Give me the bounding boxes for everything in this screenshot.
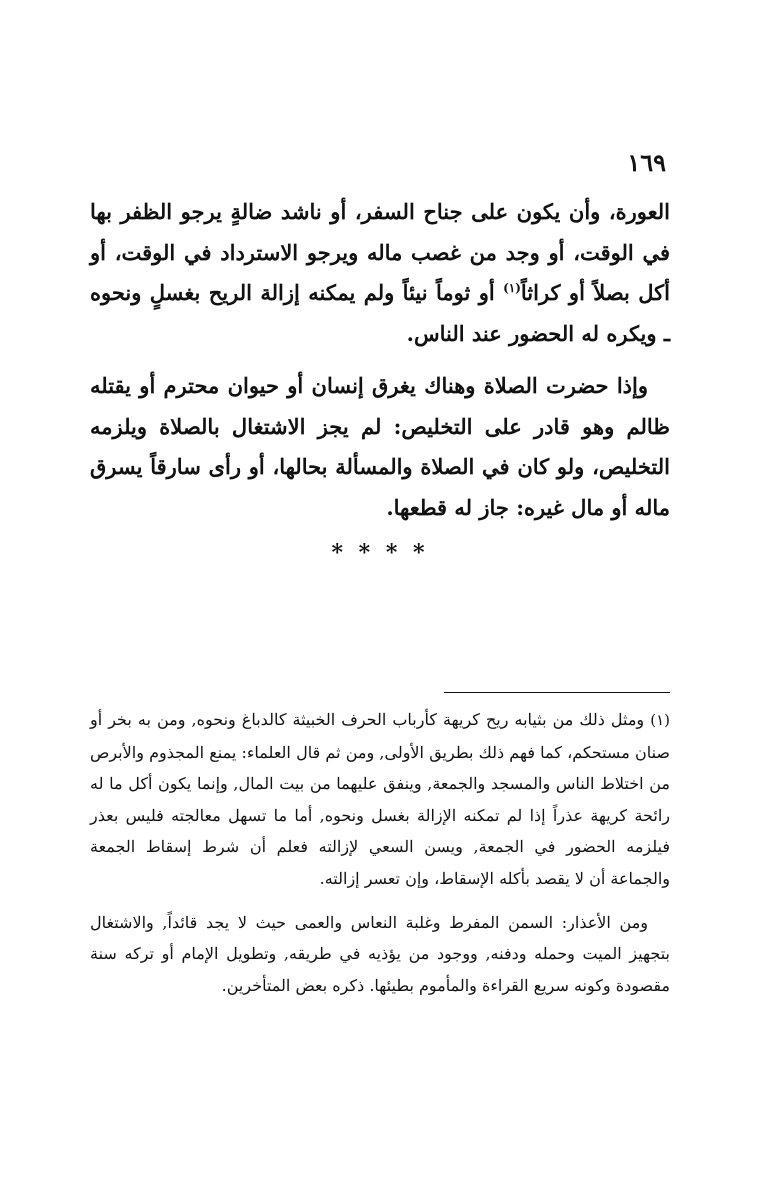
footnotes-section — [90, 704, 670, 1001]
section-divider-ornament: * * * * — [331, 540, 429, 566]
paragraph-2: وإذا حضرت الصلاة وهناك يغرق إنسان أو حيوان محترم أو يقتله ظالم وهو قادر على التخليص: لم يجز الاشتغال بالصلاة ويلزمه التخليص، ولو كان في الصلاة والمسألة بحالها، أو رأى سارقاً يسرق ماله أو مال غيره: جاز له قطعها. — [90, 373, 670, 520]
paragraph-1 — [90, 192, 670, 354]
footnote-reference-1: (١) — [503, 281, 521, 295]
footnote-1-continuation: ومن الأعذار: السمن المفرط وغلبة النعاس والعمى حيث لا يجد قائداً, والاشتغال بتجهيز الميت وحمله ودفنه, ووجود من يؤذيه في طريقه, وتطويل الإمام أو تركه سنة مقصودة وكونه سريع القراءة والمأموم بطيئها. ذكره بعض المتأخرين. — [90, 912, 670, 995]
footnote-1-text: ومثل ذلك من بثيابه ريح كريهة كأرباب الحرف الخبيثة كالدباغ ونحوه, ومن به بخر أو صنان مستحكم، كما فهم ذلك بطريق الأولى, ومن ثم قال العلماء: يمنع المجذوم والأبرص من اختلاط الناس والمسجد والجمعة, وينفق عليهما من بيت المال, وإنما يكون أكل ما له رائحة كريهة عذراً إذا لم تمكنه الإزالة بغسل ونحوه, أما ما تسهل معالجته فليس بعذر فيلزمه الحضور في الجمعة, ويسن السعي لإزالته فعلم أن شرط إسقاط الجمعة والجماعة أن لا يقصد بأكله الإسقاط، وإن تعسر إزالته. — [90, 710, 671, 888]
footnote-separator-line — [444, 692, 670, 693]
footnote-1 — [90, 704, 670, 895]
paragraph-1-text-b: أو ثوماً نيئاً ولم يمكنه إزالة الريح بغسلٍ ونحوه ـ ويكره له الحضور عند الناس. — [90, 280, 670, 346]
footnote-1-marker: (١) — [650, 711, 670, 729]
page-number: ١٦٩ — [627, 148, 666, 177]
paragraph-1-text-a: العورة، وأن يكون على جناح السفر، أو ناشد ضالةٍ يرجو الظفر بها في الوقت، أو وجد من غصب ماله ويرجو الاسترداد في الوقت، أو أكل بصلاً أو كراثاً — [90, 199, 670, 305]
main-text — [90, 192, 670, 528]
